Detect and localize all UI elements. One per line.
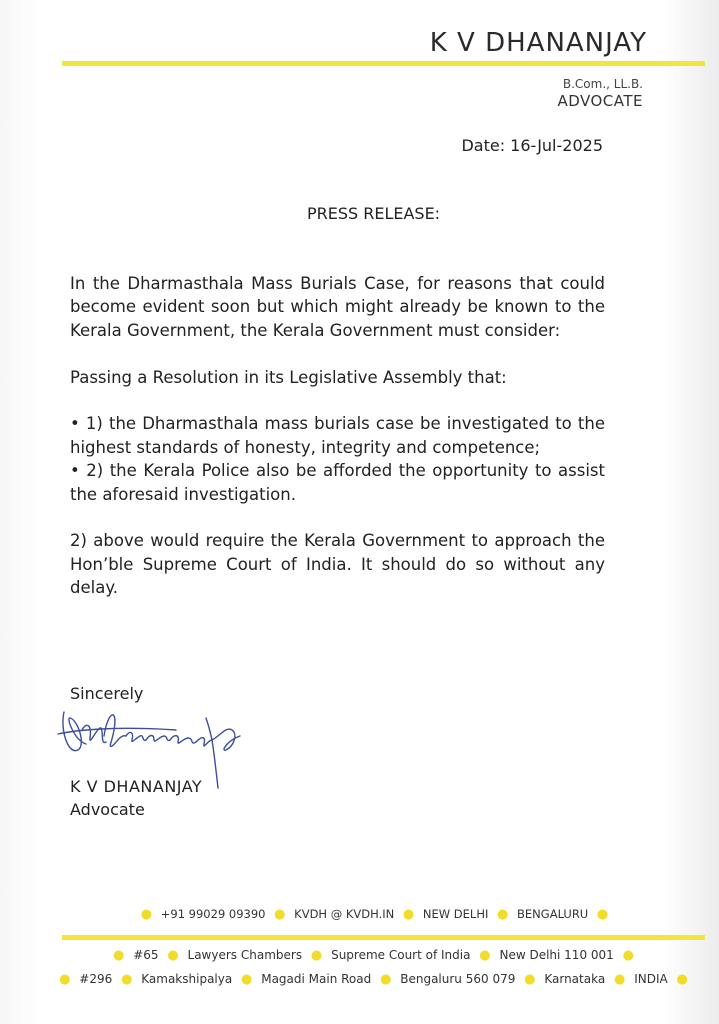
address-part: #65 (133, 948, 159, 962)
footer-city-bengaluru: BENGALURU (517, 907, 589, 921)
address-part: #296 (79, 972, 113, 986)
bullet-dot-icon: ● (479, 948, 491, 963)
letterhead-name: K V DHANANJAY (429, 28, 647, 58)
letterhead-qualifications: B.Com., LL.B. (562, 77, 643, 91)
body-paragraph-1: In the Dharmasthala Mass Burials Case, for reasons that could become evident soon but which might already be known to the Kerala Government, the Kerala Government must consider: (70, 274, 605, 340)
bullet-item-1: • 1) the Dharmasthala mass burials case be investigated to the highest standards of honesty, integrity and competence; (70, 414, 605, 457)
footer-email: KVDH @ KVDH.IN (294, 907, 395, 921)
bullet-dot-icon: ● (614, 972, 626, 987)
footer-address-delhi (0, 948, 719, 963)
bullet-dot-icon: ● (380, 972, 392, 987)
address-part: Magadi Main Road (261, 972, 372, 986)
address-part: INDIA (634, 972, 668, 986)
bullet-dot-icon: ● (524, 972, 536, 987)
bullet-dot-icon: ● (310, 948, 323, 963)
closing-salutation: Sincerely (70, 684, 144, 703)
bullet-dot-icon: ● (676, 972, 688, 987)
header-rule (62, 61, 705, 66)
bullet-dot-icon: ● (241, 972, 253, 987)
footer-phone: +91 99029 09390 (160, 907, 266, 921)
bullet-dot-icon: ● (59, 972, 71, 987)
bullet-dot-icon: ● (113, 948, 125, 963)
bullet-dot-icon: ● (167, 948, 179, 963)
press-release-heading: PRESS RELEASE: (306, 204, 441, 223)
address-part: Supreme Court of India (331, 948, 471, 962)
footer-contacts (0, 907, 719, 922)
bullet-dot-icon: ● (274, 907, 286, 922)
letter-body (70, 272, 605, 623)
footer-rule (62, 935, 705, 940)
footer-city-delhi: NEW DELHI (422, 907, 489, 921)
address-part: Bengaluru 560 079 (400, 972, 516, 986)
body-paragraph-2: Passing a Resolution in its Legislative Assembly that: (70, 367, 507, 387)
address-part: Kamakshipalya (141, 972, 233, 986)
letter-date: Date: 16-Jul-2025 (461, 136, 603, 155)
bullet-item-2: • 2) the Kerala Police also be afforded the opportunity to assist the aforesaid investigation. (70, 461, 605, 504)
signatory-name: K V DHANANJAY (70, 777, 203, 796)
address-part: New Delhi 110 001 (499, 948, 614, 962)
bullet-dot-icon: ● (596, 907, 609, 922)
body-paragraph-3: 2) above would require the Kerala Government to approach the Hon’ble Supreme Court of India. It should do so without any delay. (70, 531, 605, 598)
bullet-dot-icon: ● (121, 972, 133, 987)
bullet-dot-icon: ● (402, 907, 415, 922)
letterhead-role: ADVOCATE (557, 92, 643, 110)
address-part: Karnataka (544, 972, 606, 986)
bullet-dot-icon: ● (497, 907, 509, 922)
address-part: Lawyers Chambers (187, 948, 303, 962)
bullet-dot-icon: ● (140, 907, 153, 922)
signatory-role: Advocate (70, 800, 145, 819)
footer-address-bengaluru (0, 972, 719, 987)
bullet-dot-icon: ● (622, 948, 634, 963)
